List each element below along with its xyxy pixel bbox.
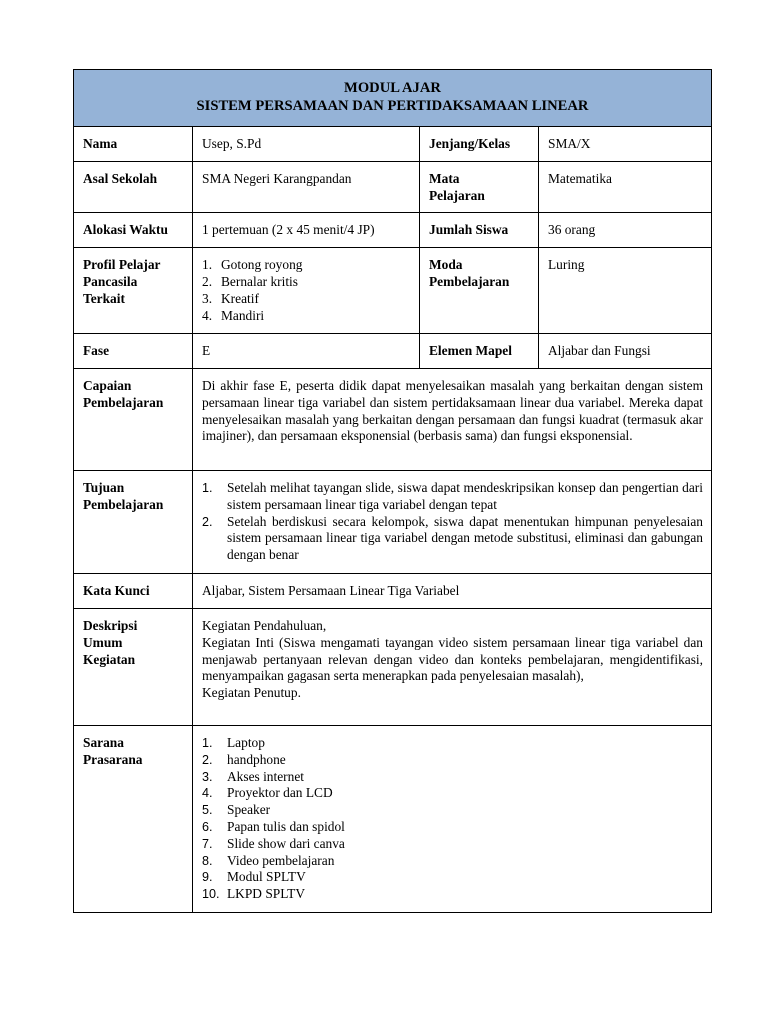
- deskripsi-label-line-3: Kegiatan: [83, 651, 136, 667]
- list-text: Akses internet: [227, 768, 304, 784]
- list-item: [202, 869, 703, 886]
- elemen-value: Aljabar dan Fungsi: [539, 334, 712, 369]
- list-text: Laptop: [227, 734, 265, 750]
- list-number: 3.: [202, 290, 213, 306]
- list-item: [202, 802, 703, 819]
- list-number: 1.: [202, 735, 213, 750]
- list-number: 9.: [202, 870, 213, 885]
- list-item: [202, 257, 411, 274]
- list-number: 2.: [202, 273, 213, 289]
- list-item: [202, 853, 703, 870]
- list-number: 4.: [202, 307, 213, 323]
- list-number: 2.: [202, 752, 213, 767]
- capaian-text: Di akhir fase E, peserta didik dapat menyelesaikan masalah yang berkaitan dengan sistem persamaan linear tiga variabel dan sistem pertidaksamaan linear dua variabel. Mereka dapat menyelesaikan masalah yang berkaitan dengan persamaan dan fungsi kuadrat (termasuk akar imajiner), dan persamaan eksponensial (berbasis sama) dan fungsi eksponensial.: [193, 368, 712, 470]
- mapel-label-line-1: Mata: [429, 170, 460, 186]
- moda-label: [420, 248, 539, 334]
- list-number: 2.: [202, 514, 213, 529]
- list-text: LKPD SPLTV: [227, 886, 306, 902]
- row-nama: [74, 127, 712, 162]
- list-number: 8.: [202, 853, 213, 868]
- deskripsi-label-line-1: Deskripsi: [83, 617, 138, 633]
- list-item: [202, 514, 703, 564]
- list-item: [202, 735, 703, 752]
- tujuan-value: [193, 470, 712, 573]
- sekolah-label: Asal Sekolah: [74, 161, 193, 213]
- sarana-label-line-2: Prasarana: [83, 751, 143, 767]
- mapel-value: Matematika: [539, 161, 712, 213]
- mapel-label: [420, 161, 539, 213]
- deskripsi-line-3: Kegiatan Penutup.: [202, 685, 301, 701]
- profil-value: [193, 248, 420, 334]
- list-item: [202, 480, 703, 514]
- moda-label-line-1: Moda: [429, 257, 463, 273]
- sarana-label: [74, 725, 193, 912]
- row-sekolah: [74, 161, 712, 213]
- tujuan-label-line-1: Tujuan: [83, 479, 125, 495]
- list-number: 3.: [202, 769, 213, 784]
- row-fase: [74, 334, 712, 369]
- list-number: 10.: [202, 887, 220, 902]
- sarana-label-line-1: Sarana: [83, 734, 124, 750]
- deskripsi-label: [74, 608, 193, 725]
- list-text: Gotong royong: [221, 257, 303, 273]
- row-kata-kunci: [74, 573, 712, 608]
- capaian-label: [74, 368, 193, 470]
- list-number: 6.: [202, 819, 213, 834]
- kata-kunci-label: Kata Kunci: [74, 573, 193, 608]
- title-row: [74, 70, 712, 127]
- profil-label-line-1: Profil Pelajar: [83, 257, 161, 273]
- list-item: [202, 291, 411, 308]
- list-text: handphone: [227, 751, 286, 767]
- siswa-label: Jumlah Siswa: [420, 213, 539, 248]
- capaian-label-line-1: Capaian: [83, 377, 132, 393]
- list-text: Video pembelajaran: [227, 852, 335, 868]
- jenjang-label: Jenjang/Kelas: [420, 127, 539, 162]
- list-text: Kreatif: [221, 290, 259, 306]
- list-item: [202, 752, 703, 769]
- kata-kunci-value: Aljabar, Sistem Persamaan Linear Tiga Variabel: [193, 573, 712, 608]
- sarana-list: [202, 735, 703, 903]
- deskripsi-line-1: Kegiatan Pendahuluan,: [202, 617, 327, 633]
- title-cell: [74, 70, 712, 127]
- deskripsi-line-2: Kegiatan Inti (Siswa mengamati tayangan video sistem persamaan linear tiga variabel dan menjawab pertanyaan relevan dengan video dan konteks pembelajaran, mengidentifikasi, menyampaikan gagasan serta menerapkan pada penyelesaian masalah),: [202, 634, 703, 684]
- sekolah-value: SMA Negeri Karangpandan: [193, 161, 420, 213]
- alokasi-value: 1 pertemuan (2 x 45 menit/4 JP): [193, 213, 420, 248]
- list-item: [202, 836, 703, 853]
- row-sarana: [74, 725, 712, 912]
- list-number: 1.: [202, 257, 213, 273]
- row-capaian: [74, 368, 712, 470]
- row-tujuan: [74, 470, 712, 573]
- list-text: Bernalar kritis: [221, 273, 298, 289]
- alokasi-label: Alokasi Waktu: [74, 213, 193, 248]
- deskripsi-label-line-2: Umum: [83, 634, 123, 650]
- jenjang-value: SMA/X: [539, 127, 712, 162]
- list-text: Setelah melihat tayangan slide, siswa dapat mendeskripsikan konsep dan pengertian dari sistem persamaan linear tiga variabel dengan tepat: [227, 479, 703, 512]
- fase-value: E: [193, 334, 420, 369]
- list-item: [202, 819, 703, 836]
- title-line-1: MODUL AJAR: [344, 80, 441, 96]
- tujuan-label: [74, 470, 193, 573]
- siswa-value: 36 orang: [539, 213, 712, 248]
- nama-label: Nama: [74, 127, 193, 162]
- row-profil: [74, 248, 712, 334]
- elemen-label: Elemen Mapel: [420, 334, 539, 369]
- deskripsi-value: [193, 608, 712, 725]
- row-deskripsi: [74, 608, 712, 725]
- fase-label: Fase: [74, 334, 193, 369]
- profil-label: [74, 248, 193, 334]
- list-text: Speaker: [227, 802, 271, 818]
- capaian-label-line-2: Pembelajaran: [83, 394, 164, 410]
- list-item: [202, 308, 411, 325]
- list-number: 1.: [202, 480, 213, 495]
- list-item: [202, 769, 703, 786]
- list-number: 5.: [202, 803, 213, 818]
- profil-label-line-2: Pancasila: [83, 273, 138, 289]
- list-item: [202, 274, 411, 291]
- list-text: Slide show dari canva: [227, 835, 345, 851]
- list-number: 4.: [202, 786, 213, 801]
- list-text: Proyektor dan LCD: [227, 785, 333, 801]
- list-text: Modul SPLTV: [227, 869, 306, 885]
- tujuan-list: [202, 480, 703, 564]
- list-item: [202, 886, 703, 903]
- row-alokasi: [74, 213, 712, 248]
- mapel-label-line-2: Pelajaran: [429, 187, 485, 203]
- list-number: 7.: [202, 836, 213, 851]
- profil-label-line-3: Terkait: [83, 290, 125, 306]
- list-text: Mandiri: [221, 307, 265, 323]
- list-text: Papan tulis dan spidol: [227, 818, 345, 834]
- title-line-2: SISTEM PERSAMAAN DAN PERTIDAKSAMAAN LINEAR: [196, 98, 589, 114]
- moda-label-line-2: Pembelajaran: [429, 273, 510, 289]
- list-text: Setelah berdiskusi secara kelompok, siswa dapat menentukan himpunan penyelesaian sistem persamaan linear tiga variabel dengan metode substitusi, eliminasi dan gabungan dengan benar: [227, 513, 703, 563]
- profil-list: [202, 257, 411, 324]
- nama-value: Usep, S.Pd: [193, 127, 420, 162]
- moda-value: Luring: [539, 248, 712, 334]
- list-item: [202, 785, 703, 802]
- modul-ajar-table: [73, 69, 712, 913]
- sarana-value: [193, 725, 712, 912]
- tujuan-label-line-2: Pembelajaran: [83, 496, 164, 512]
